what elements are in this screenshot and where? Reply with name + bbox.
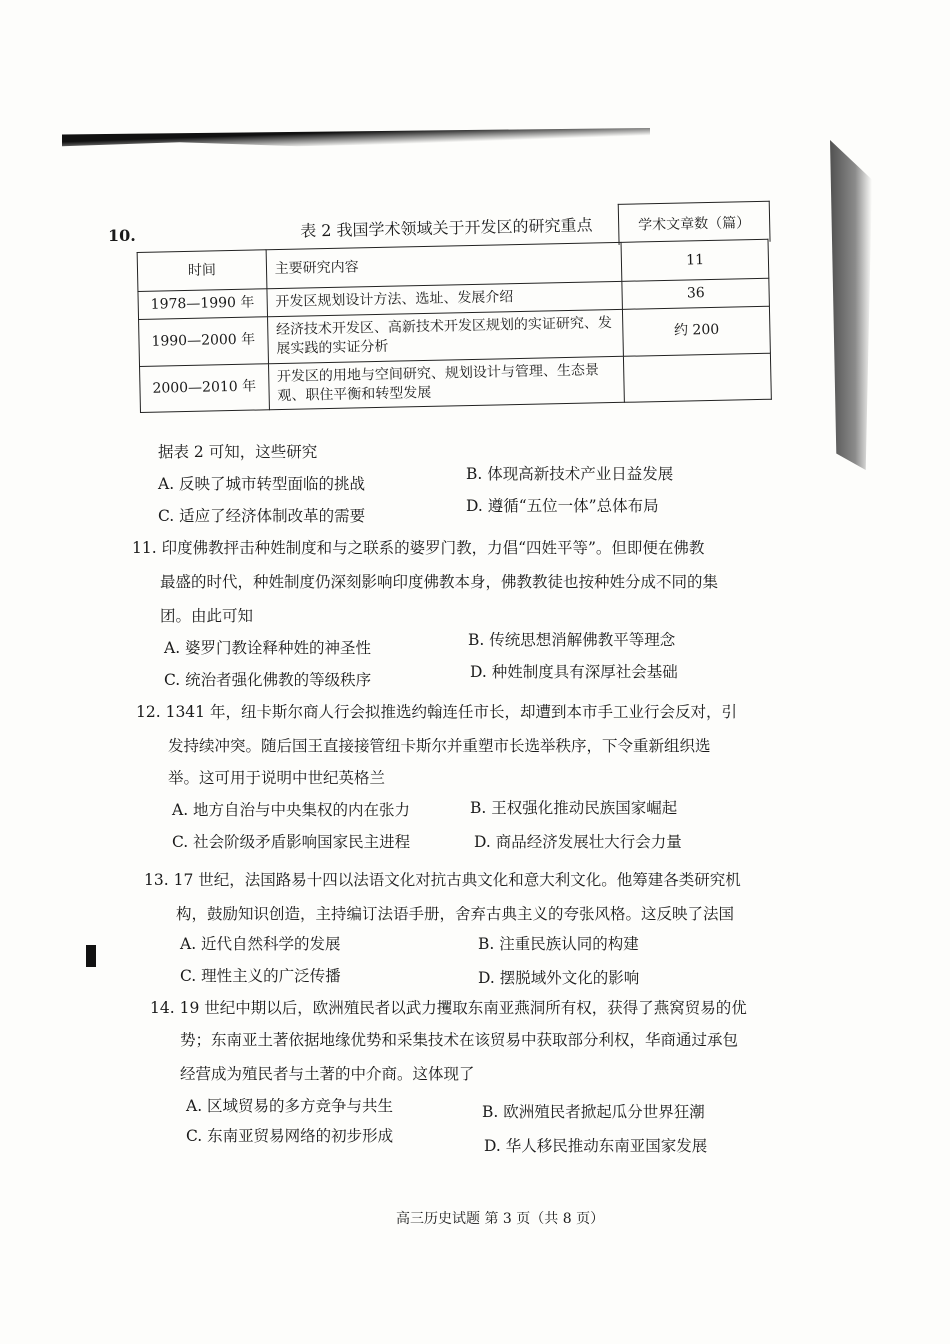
q11-option-c[interactable]: C. 统治者强化佛教的等级秩序	[164, 671, 372, 689]
table-header-content: 主要研究内容	[266, 242, 622, 288]
table-title: 表 2 我国学术领域关于开发区的研究重点	[300, 215, 593, 241]
q12-option-c[interactable]: C. 社会阶级矛盾影响国家民主进程	[172, 833, 411, 851]
research-table	[137, 239, 772, 414]
page-footer: 高三历史试题 第 3 页（共 8 页）	[396, 1211, 605, 1227]
question-14-line-2: 势；东南亚土著依据地缘优势和采集技术在该贸易中获取部分利权，华商通过承包	[180, 1031, 739, 1049]
table-cell-content: 经济技术开发区、高新技术开发区规划的实证研究、发展实践的实证分析	[267, 309, 624, 363]
table-cell-time: 1978—1990 年	[138, 289, 267, 320]
q11-option-b[interactable]: B. 传统思想消解佛教平等理念	[468, 631, 676, 649]
q12-option-b[interactable]: B. 王权强化推动民族国家崛起	[470, 799, 678, 817]
question-11-line-1: 11. 印度佛教抨击种姓制度和与之联系的婆罗门教，力倡“四姓平等”。但即便在佛教	[132, 539, 705, 557]
q13-option-c[interactable]: C. 理性主义的广泛传播	[180, 967, 341, 985]
question-13-line-2: 构，鼓励知识创造，主持编订法语手册，舍弃古典主义的夸张风格。这反映了法国	[176, 905, 735, 923]
table-cell-time: 1990—2000 年	[139, 317, 269, 366]
table-cell-count: 11	[621, 239, 768, 281]
question-13-line-1: 13. 17 世纪，法国路易十四以法语文化对抗古典文化和意大利文化。他筹建各类研究机	[144, 871, 741, 889]
q12-option-d[interactable]: D. 商品经济发展壮大行会力量	[474, 833, 682, 851]
question-10-number: 10.	[108, 226, 136, 245]
q13-option-d[interactable]: D. 摆脱域外文化的影响	[478, 969, 640, 987]
question-11-line-2: 最盛的时代，种姓制度仍深刻影响印度佛教本身，佛教教徒也按种姓分成不同的集	[160, 573, 719, 591]
q13-option-b[interactable]: B. 注重民族认同的构建	[478, 935, 639, 953]
question-10-table-block	[136, 209, 772, 434]
question-10-stem: 据表 2 可知，这些研究	[158, 443, 318, 461]
scan-mark	[86, 945, 96, 967]
q14-option-a[interactable]: A. 区域贸易的多方竞争与共生	[186, 1097, 394, 1115]
question-14-line-1: 14. 19 世纪中期以后，欧洲殖民者以武力攫取东南亚燕洞所有权，获得了燕窝贸易的优	[150, 999, 747, 1017]
q14-option-b[interactable]: B. 欧洲殖民者掀起瓜分世界狂潮	[482, 1103, 705, 1121]
q11-option-a[interactable]: A. 婆罗门教诠释种姓的神圣性	[164, 639, 372, 657]
q14-option-c[interactable]: C. 东南亚贸易网络的初步形成	[186, 1127, 394, 1145]
table-cell-content: 开发区的用地与空间研究、规划设计与管理、生态景观、职住平衡和转型发展	[268, 356, 625, 410]
question-12-line-1: 12. 1341 年，纽卡斯尔商人行会拟推选约翰连任市长，却遭到本市手工业行会反对，引	[136, 703, 737, 721]
table-cell-empty	[624, 353, 772, 403]
question-12-line-3: 举。这可用于说明中世纪英格兰	[168, 769, 386, 787]
q14-option-d[interactable]: D. 华人移民推动东南亚国家发展	[484, 1137, 708, 1155]
q10-option-a[interactable]: A. 反映了城市转型面临的挑战	[158, 475, 366, 493]
question-14-line-3: 经营成为殖民者与土著的中介商。这体现了	[180, 1065, 475, 1083]
scan-shadow-top	[62, 128, 650, 154]
table-cell-time: 2000—2010 年	[140, 363, 270, 412]
table-header-count: 学术文章数（篇）	[618, 201, 771, 245]
table-cell-count: 36	[622, 278, 769, 309]
question-11-line-3: 团。由此可知	[160, 607, 254, 625]
table-cell-content: 开发区规划设计方法、选址、发展介绍	[267, 281, 623, 316]
question-12-line-2: 发持续冲突。随后国王直接接管纽卡斯尔并重塑市长选举秩序，下令重新组织选	[168, 737, 711, 755]
q12-option-a[interactable]: A. 地方自治与中央集权的内在张力	[172, 801, 411, 819]
q10-option-c[interactable]: C. 适应了经济体制改革的需要	[158, 507, 366, 525]
q10-option-d[interactable]: D. 遵循“五位一体”总体布局	[466, 497, 659, 515]
table-header-time: 时间	[137, 250, 266, 292]
q13-option-a[interactable]: A. 近代自然科学的发展	[180, 935, 341, 953]
table-cell-count: 约 200	[623, 306, 771, 356]
scan-shadow-right	[830, 140, 872, 470]
q11-option-d[interactable]: D. 种姓制度具有深厚社会基础	[470, 663, 678, 681]
q10-option-b[interactable]: B. 体现高新技术产业日益发展	[466, 465, 674, 483]
